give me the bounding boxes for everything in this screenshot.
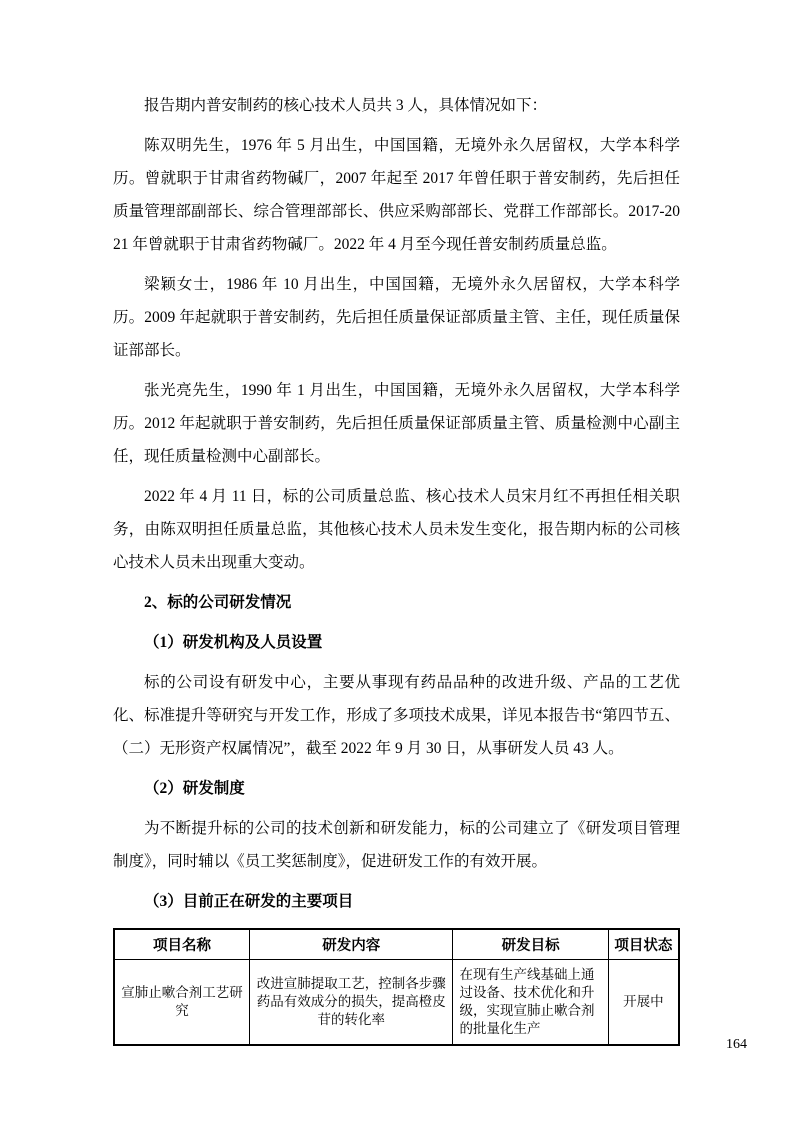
paragraph-rd-organization: 标的公司设有研发中心，主要从事现有药品品种的改进升级、产品的工艺优化、标准提升等研究与开发工作，形成了多项技术成果，详见本报告书“第四节五、（二）无形资产权属情况”，截至 2022 年 9 月 30 日，从事研发人员 43 人。 (113, 674, 680, 757)
subsection-heading-rd-projects: （3）目前正在研发的主要项目 (144, 893, 354, 910)
table-cell-rd-goal: 在现有生产线基础上通过设备、技术优化和升级，实现宣肺止嗽合剂的批量化生产 (453, 960, 608, 1046)
paragraph-rd-system: 为不断提升标的公司的技术创新和研发能力，标的公司建立了《研发项目管理制度》，同时辅以《员工奖惩制度》，促进研发工作的有效开展。 (113, 820, 680, 870)
paragraph-intro: 报告期内普安制药的核心技术人员共 3 人，具体情况如下： (144, 97, 548, 114)
table-header-rd-goal: 研发目标 (453, 929, 608, 960)
paragraph-person-chenshuangming: 陈双明先生，1976 年 5 月出生，中国国籍，无境外永久居留权，大学本科学历。曾就职于甘肃省药物碱厂，2007 年起至 2017 年曾任职于普安制药，先后担任质量管理部副部长、综合管理部部长、供应采购部部长、党群工作部部长。2017-2021 年曾就职于甘肃省药物碱厂。2022 年 4 月至今现任普安制药质量总监。 (113, 137, 680, 253)
table-header-project-status: 项目状态 (608, 929, 679, 960)
subsection-heading-rd-organization: （1）研发机构及人员设置 (144, 634, 323, 651)
table-cell-rd-content: 改进宣肺提取工艺，控制各步骤药品有效成分的损失，提高橙皮苷的转化率 (250, 960, 453, 1046)
table-cell-project-name: 宣肺止嗽合剂工艺研究 (114, 960, 250, 1046)
table-row (114, 960, 679, 1046)
document-body (113, 89, 680, 1046)
paragraph-person-liangying: 梁颖女士，1986 年 10 月出生，中国国籍，无境外永久居留权，大学本科学历。2009 年起就职于普安制药，先后担任质量保证部质量主管、主任，现任质量保证部部长。 (113, 276, 680, 359)
paragraph-person-zhangguangliang: 张光亮先生，1990 年 1 月出生，中国国籍，无境外永久居留权，大学本科学历。2012 年起就职于普安制药，先后担任质量保证部质量主管、质量检测中心副主任，现任质量检测中心副部长。 (113, 382, 680, 465)
table-header-rd-content: 研发内容 (250, 929, 453, 960)
rd-projects-table (113, 928, 680, 1046)
subsection-heading-rd-system: （2）研发制度 (144, 780, 245, 797)
page-number: 164 (726, 1037, 747, 1052)
table-header-row (114, 929, 679, 960)
table-cell-project-status: 开展中 (608, 960, 679, 1046)
table-header-project-name: 项目名称 (114, 929, 250, 960)
paragraph-personnel-change: 2022 年 4 月 11 日，标的公司质量总监、核心技术人员宋月红不再担任相关职务，由陈双明担任质量总监，其他核心技术人员未发生变化，报告期内标的公司核心技术人员未出现重大变动。 (113, 488, 680, 571)
section-heading-rd-overview: 2、标的公司研发情况 (144, 594, 292, 611)
